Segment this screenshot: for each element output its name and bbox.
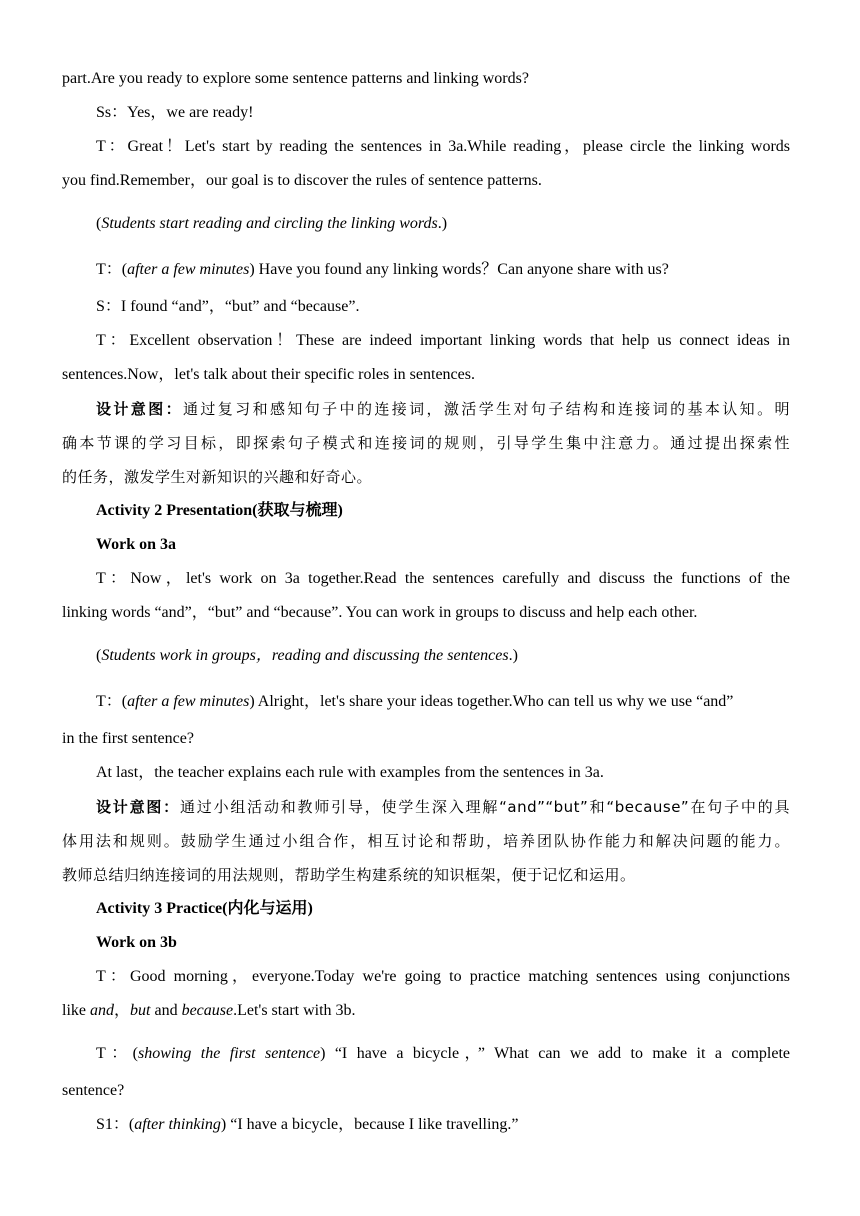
design-intent-line: [62, 790, 790, 824]
text-line: part.Are you ready to explore some sentence patterns and linking words?: [62, 70, 529, 87]
text-line: [62, 1108, 790, 1142]
activity-subheading: Work on 3b: [96, 934, 177, 951]
text-segment: ，: [114, 1002, 131, 1019]
stage-direction-text: Students work in groups，reading and discussing the sentences: [101, 647, 509, 664]
design-intent-line: 教师总结归纳连接词的用法规则，帮助学生构建系统的知识框架，便于记忆和运用。: [62, 866, 636, 884]
speaker: T：(: [96, 693, 128, 710]
conjunction: because: [181, 1002, 234, 1019]
text-segment: .Let's start with 3b.: [233, 1002, 356, 1019]
paren: .): [508, 647, 518, 664]
text-line: you find.Remember，our goal is to discover the rules of sentence patterns.: [62, 172, 542, 189]
activity-heading: Activity 3 Practice(内化与运用): [96, 900, 313, 917]
paren: (: [96, 215, 102, 232]
text-segment: and: [150, 1002, 182, 1019]
design-intent-label: 设计意图：: [96, 400, 183, 418]
paren: .): [437, 215, 448, 232]
dialogue: ) Alright，let's share your ideas together.Who can tell us why we use “and”: [249, 693, 734, 710]
design-intent-text: 通过复习和感知句子中的连接词，激活学生对句子结构和连接词的基本认知。明: [182, 400, 790, 418]
text-line: [62, 994, 790, 1028]
speaker: T：(: [96, 1045, 138, 1062]
design-intent-line: 的任务，激发学生对新知识的兴趣和好奇心。: [62, 468, 373, 486]
text-line: sentence?: [62, 1082, 125, 1099]
text-line: T：Excellent observation！These are indeed important linking words that help us connect ideas in: [96, 332, 790, 349]
text-line: T：Good morning，everyone.Today we're going to practice matching sentences using conjunctions: [96, 968, 791, 985]
design-intent-line: 确本节课的学习目标，即探索句子模式和连接词的规则，引导学生集中注意力。通过提出探索性: [62, 434, 790, 452]
text-line: At last，the teacher explains each rule with examples from the sentences in 3a.: [96, 764, 604, 781]
paren: (: [96, 647, 102, 664]
design-intent-line: 体用法和规则。鼓励学生通过小组合作，相互讨论和帮助，培养团队协作能力和解决问题的能力。: [62, 832, 790, 850]
conjunction: and: [90, 1002, 114, 1019]
text-line: Ss：Yes，we are ready!: [96, 104, 254, 121]
document-page: [62, 62, 790, 1142]
stage-direction: [62, 204, 790, 244]
activity-heading: Activity 2 Presentation(获取与梳理): [96, 502, 343, 519]
text-line: S：I found “and”，“but” and “because”.: [96, 298, 360, 315]
stage-direction-text: showing the first sentence: [137, 1045, 321, 1062]
speaker: S1：(: [96, 1116, 135, 1133]
activity-subheading: Work on 3a: [96, 536, 177, 553]
text-line: linking words “and”，“but” and “because”. You can work in groups to discuss and help each other.: [62, 604, 698, 621]
stage-direction-text: after a few minutes: [127, 693, 250, 710]
text-line: T：Great！Let's start by reading the sentences in 3a.While reading，please circle the linking words: [96, 138, 791, 155]
text-line: T：Now，let's work on 3a together.Read the sentences carefully and discuss the functions of the: [96, 570, 790, 587]
text-line: [62, 250, 790, 290]
stage-direction-text: Students start reading and circling the linking words: [101, 215, 438, 232]
design-intent-text: 通过小组活动和教师引导，使学生深入理解“and”“but”和“because”在句子中的具: [179, 798, 790, 816]
dialogue: ) Have you found any linking words？Can anyone share with us?: [249, 261, 669, 278]
dialogue: ) “I have a bicycle，” What can we add to make it a complete: [320, 1045, 790, 1062]
text-line: sentences.Now，let's talk about their specific roles in sentences.: [62, 366, 475, 383]
conjunction: but: [130, 1002, 151, 1019]
speaker: T：(: [96, 261, 128, 278]
design-intent-label: 设计意图：: [96, 798, 180, 816]
text-line: [62, 682, 790, 722]
design-intent-line: [62, 392, 790, 426]
stage-direction: [62, 636, 790, 676]
stage-direction-text: after a few minutes: [127, 261, 250, 278]
dialogue: ) “I have a bicycle，because I like travelling.”: [220, 1116, 519, 1133]
stage-direction-text: after thinking: [134, 1116, 221, 1133]
text-line: in the first sentence?: [62, 730, 194, 747]
text-segment: like: [62, 1002, 90, 1019]
text-line: [62, 1034, 790, 1074]
